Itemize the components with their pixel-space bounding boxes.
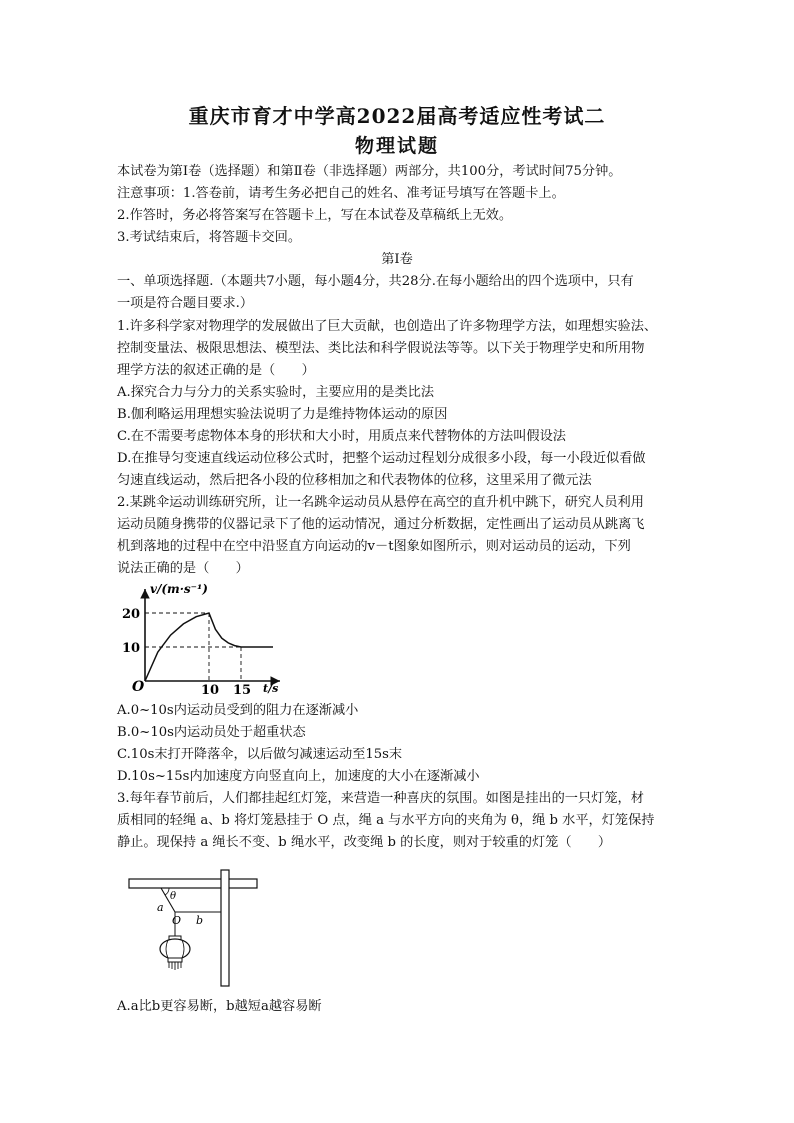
lantern-tassel — [169, 962, 181, 970]
q2-option-b: B.0~10s内运动员处于超重状态 — [117, 725, 306, 740]
q1-option-d-cont: 匀速直线运动，然后把各小段的位移相加之和代表物体的位移，这里采用了微元法 — [117, 473, 592, 488]
angle-arc — [165, 888, 169, 895]
q3-stem: 质相同的轻绳 a、b 将灯笼悬挂于 O 点，绳 a 与水平方向的夹角为 θ，绳 b 水平，灯笼保持 — [117, 813, 655, 828]
q3-stem: 静止。现保持 a 绳长不变、b 绳水平，改变绳 b 的长度，则对于较重的灯笼（ ） — [117, 835, 612, 850]
exam-title: 重庆市育才中学高2022届高考适应性考试二 — [188, 104, 606, 128]
intro-line: 本试卷为第Ⅰ卷（选择题）和第Ⅱ卷（非选择题）两部分，共100分，考试时间75分钟。 — [117, 164, 622, 179]
rope-b-label: b — [196, 914, 204, 927]
q2-stem: 运动员随身携带的仪器记录下了他的运动情况，通过分析数据，定性画出了运动员从跳离飞 — [117, 517, 645, 532]
vertical-pole — [221, 870, 229, 986]
q1-option-b: B.伽利略运用理想实验法说明了力是维持物体运动的原因 — [117, 407, 448, 422]
exam-subtitle: 物理试题 — [354, 135, 439, 157]
rope-a-label: a — [157, 901, 164, 914]
q1-stem: 控制变量法、极限思想法、模型法、类比法和科学假说法等等。以下关于物理学史和所用物 — [117, 341, 645, 356]
origin-label: O — [132, 679, 145, 695]
q1-option-c: C.在不需要考虑物体本身的形状和大小时，用质点来代替物体的方法叫假设法 — [117, 429, 566, 444]
y-tick-label: 20 — [122, 607, 141, 622]
q2-option-c: C.10s末打开降落伞，以后做匀减速运动至15s末 — [117, 747, 403, 762]
intro-line: 2.作答时，务必将答案写在答题卡上，写在本试卷及草稿纸上无效。 — [117, 208, 513, 223]
q2-stem: 机到落地的过程中在空中沿竖直方向运动的v－t图象如图所示，则对运动员的运动，下列 — [117, 539, 631, 554]
point-o-label: O — [172, 914, 182, 927]
q2-option-d: D.10s~15s内加速度方向竖直向上，加速度的大小在逐渐减小 — [117, 769, 480, 784]
y-tick-label: 10 — [122, 641, 141, 656]
q1-stem: 理学方法的叙述正确的是（ ） — [117, 363, 315, 378]
q1-option-a: A.探究合力与分力的关系实验时，主要应用的是类比法 — [117, 385, 435, 400]
vt-chart — [110, 575, 300, 700]
q2-stem: 说法正确的是（ ） — [117, 561, 249, 576]
x-axis-label: t/s — [263, 682, 279, 695]
top-beam — [129, 879, 257, 888]
section-desc: 一项是符合题目要求.） — [117, 296, 254, 311]
section-title: 第Ⅰ卷 — [381, 252, 413, 267]
y-axis-label: v/(m·s⁻¹) — [150, 582, 208, 596]
q2-option-a: A.0~10s内运动员受到的阻力在逐渐减小 — [117, 703, 359, 718]
q3-stem: 3.每年春节前后，人们都挂起红灯笼，来营造一种喜庆的氛围。如图是挂出的一只灯笼，材 — [117, 791, 644, 806]
intro-line: 注意事项：1.答卷前，请考生务必把自己的姓名、准考证号填写在答题卡上。 — [117, 186, 565, 201]
x-tick-label: 10 — [201, 683, 220, 698]
lantern-body — [160, 939, 190, 959]
theta-label: θ — [170, 891, 177, 902]
x-tick-label: 15 — [233, 683, 252, 698]
intro-line: 3.考试结束后，将答题卡交回。 — [117, 230, 302, 245]
q2-stem: 2.某跳伞运动训练研究所，让一名跳伞运动员从悬停在高空的直升机中跳下，研究人员利用 — [117, 495, 644, 510]
lantern-figure — [125, 868, 265, 990]
q1-option-d: D.在推导匀变速直线运动位移公式时，把整个运动过程划分成很多小段，每一小段近似看做 — [117, 451, 646, 466]
lantern-bottom — [168, 958, 182, 962]
q3-option-a: A.a比b更容易断，b越短a越容易断 — [117, 999, 322, 1014]
q1-stem: 1.许多科学家对物理学的发展做出了巨大贡献，也创造出了许多物理学方法，如理想实验法、 — [117, 319, 658, 334]
section-desc: 一、单项选择题.（本题共7小题，每小题4分，共28分.在每小题给出的四个选项中，只有 — [117, 274, 634, 289]
